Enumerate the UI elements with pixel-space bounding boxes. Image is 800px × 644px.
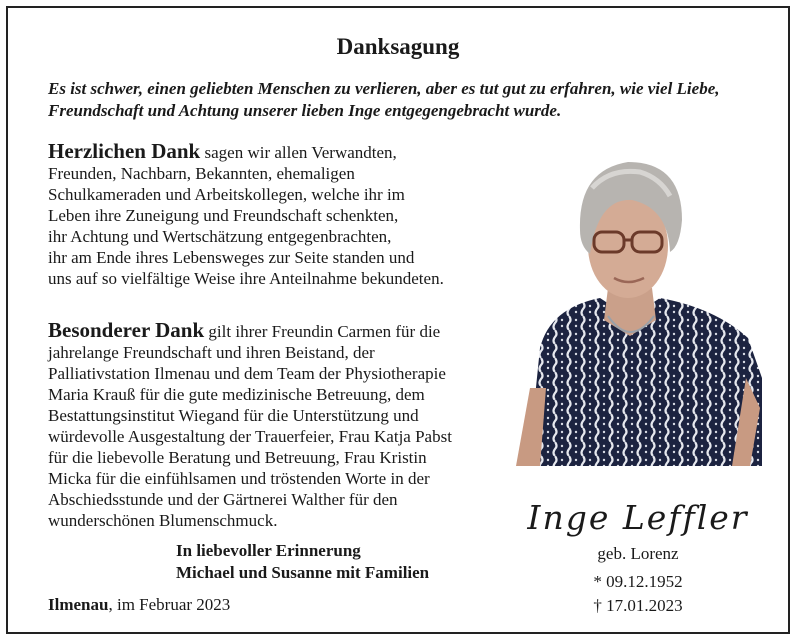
obituary-card xyxy=(6,6,790,634)
place-date-text: , im Februar 2023 xyxy=(108,595,231,614)
place-date xyxy=(48,595,230,615)
thanks-paragraph-1 xyxy=(48,141,528,289)
thanks-2-line: Palliativstation Ilmenau und dem Team der Physiotherapie xyxy=(48,364,446,383)
thanks-paragraph-2 xyxy=(48,320,528,531)
thanks-1-line: uns auf so vielfältige Weise ihre Anteilnahme bekundeten. xyxy=(48,269,444,288)
thanks-2-line: Bestattungsinstitut Wiegand für die Unterstützung und xyxy=(48,406,419,425)
thanks-2-lead: Besonderer Dank xyxy=(48,318,205,342)
thanks-2-line: gilt ihrer Freundin Carmen für die xyxy=(204,322,441,341)
memorial-line-2: Michael und Susanne mit Familien xyxy=(176,563,430,582)
thanks-2-line: jahrelange Freundschaft und ihren Beistand, der xyxy=(48,343,375,362)
birth-date: * 09.12.1952 xyxy=(593,572,683,591)
death-date: † 17.01.2023 xyxy=(593,596,683,615)
maiden-name: geb. Lorenz xyxy=(597,544,679,563)
page-title: Danksagung xyxy=(336,34,460,59)
portrait-photo xyxy=(510,148,762,466)
thanks-2-line: Micka für die einfühlsamen und tröstenden Worte in der xyxy=(48,469,430,488)
thanks-1-line: ihr am Ende ihres Lebensweges zur Seite standen und xyxy=(48,248,415,267)
thanks-1-line: Leben ihre Zuneigung und Freundschaft schenkten, xyxy=(48,206,399,225)
thanks-2-line: Maria Krauß für die gute medizinische Betreuung, dem xyxy=(48,385,425,404)
place-city: Ilmenau xyxy=(48,595,109,614)
thanks-2-line: würdevolle Ausgestaltung der Trauerfeier, Frau Katja Pabst xyxy=(48,427,452,446)
deceased-name: Inge Leffler xyxy=(527,498,749,537)
intro-text: Es ist schwer, einen geliebten Menschen zu verlieren, aber es tut gut zu erfahren, wie viel Liebe, Freundschaft und Achtung unserer lieben Inge entgegengebracht wurde. xyxy=(48,79,720,120)
thanks-1-line: sagen wir allen Verwandten, xyxy=(200,143,397,162)
thanks-1-line: Schulkameraden und Arbeitskollegen, welche ihr im xyxy=(48,185,405,204)
thanks-1-line: ihr Achtung und Wertschätzung entgegenbrachten, xyxy=(48,227,392,246)
thanks-2-line: wunderschönen Blumenschmuck. xyxy=(48,511,278,530)
thanks-2-line: für die liebevolle Beratung und Betreuung, Frau Kristin xyxy=(48,448,427,467)
thanks-1-line: Freunden, Nachbarn, Bekannten, ehemaligen xyxy=(48,164,355,183)
thanks-1-lead: Herzlichen Dank xyxy=(48,139,201,163)
thanks-2-line: Abschiedsstunde und der Gärtnerei Walther für den xyxy=(48,490,398,509)
memorial-line-1: In liebevoller Erinnerung xyxy=(176,541,361,560)
